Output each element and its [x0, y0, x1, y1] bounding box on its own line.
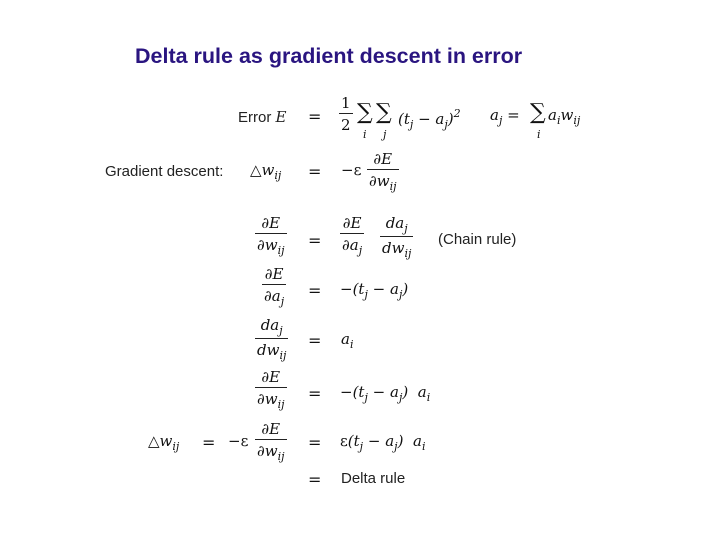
term-sub: j — [409, 118, 414, 131]
activation-name: a — [490, 106, 499, 124]
slide-title: Delta rule as gradient descent in error — [135, 44, 523, 68]
numerator-dE: ∂E — [261, 214, 281, 232]
input-name: a — [412, 432, 422, 450]
negative-error-term — [340, 282, 408, 300]
delta-rule-label: Delta rule — [341, 470, 406, 487]
term-open: −(t — [340, 280, 365, 298]
d-a: da — [385, 214, 405, 232]
equals-sign: = — [308, 384, 322, 403]
equals-sign: = — [202, 433, 216, 452]
equals-sign: = — [308, 231, 322, 250]
chain-rule-note: (Chain rule) — [438, 231, 517, 248]
weight-sub: ij — [573, 114, 581, 127]
denominator-dwij — [255, 387, 287, 411]
inline-equals: = — [502, 106, 520, 124]
equals-sign: = — [308, 331, 322, 350]
denominator-dwij — [380, 236, 413, 260]
numerator-daj — [259, 316, 285, 338]
partial-a: ∂a — [342, 236, 359, 254]
error-label — [238, 108, 286, 126]
weight-sub: ij — [389, 180, 397, 193]
denominator-daj — [340, 233, 364, 257]
activation-sub: j — [498, 114, 503, 127]
squared-error-expression — [398, 108, 461, 130]
denominator-daj — [262, 284, 286, 308]
input-name: a — [417, 383, 427, 401]
term-sub: j — [364, 391, 368, 404]
term-mid: − a — [367, 280, 399, 298]
partial-w: ∂w — [257, 236, 278, 254]
term-power: 2 — [453, 107, 461, 120]
fraction-numerator: 1 — [341, 94, 351, 112]
delta-w-ij — [148, 434, 179, 452]
input-ai — [341, 332, 353, 350]
equals-sign: = — [308, 162, 322, 181]
sum-index-j: j — [383, 128, 387, 141]
term-open: −(t — [340, 383, 365, 401]
input-name: a — [548, 106, 557, 124]
equals-sign: = — [308, 281, 322, 300]
fraction-denominator: 2 — [339, 113, 353, 134]
d-a: da — [260, 316, 280, 334]
term-close: ) — [447, 110, 454, 128]
weight-name: w — [159, 432, 173, 450]
denominator-dwij — [367, 169, 399, 193]
activation-sub: j — [358, 244, 363, 257]
denominator-dwij — [255, 338, 288, 362]
term-close: ) — [402, 383, 409, 401]
partial-w: ∂w — [369, 172, 390, 190]
activation-sub: j — [280, 295, 285, 308]
term-sub: j — [359, 440, 364, 453]
equals-sign: = — [308, 433, 322, 452]
input-sub: i — [556, 114, 561, 127]
error-variable: E — [275, 108, 287, 126]
d-w: dw — [382, 239, 405, 258]
term-sub: j — [444, 118, 448, 131]
sum-over-j: ∑ — [376, 100, 392, 125]
input-sub: i — [349, 338, 354, 351]
equals-sign: = — [308, 107, 322, 126]
sum-over-i: ∑ — [357, 100, 373, 125]
numerator-daj — [384, 214, 410, 236]
partial-w: ∂w — [257, 390, 278, 408]
fraction-dE-dwij — [367, 150, 399, 193]
activation-sub: j — [404, 222, 408, 235]
numerator-dE: ∂E — [261, 420, 281, 438]
numerator-dE: ∂E — [342, 214, 362, 232]
weight-name: w — [261, 161, 275, 179]
sum-index-i: i — [363, 128, 367, 141]
weight-sub: ij — [277, 398, 285, 411]
weight-sub: ij — [277, 450, 285, 463]
term-mid: − a — [363, 432, 395, 450]
d-w: dw — [257, 341, 280, 360]
term-sub: j — [364, 288, 368, 301]
term-mid: − a — [367, 383, 399, 401]
fraction-dE-dwij — [255, 214, 287, 257]
weight-sub: ij — [274, 169, 282, 182]
denominator-dwij — [255, 439, 287, 463]
error-label-text: Error — [238, 109, 276, 126]
delta-triangle: △ — [250, 161, 262, 179]
delta-w-ij — [250, 163, 281, 181]
gradient-descent-label: Gradient descent: — [105, 163, 224, 180]
sum-over-i-activation: ∑ — [530, 100, 546, 125]
activation-definition-lhs — [490, 108, 520, 126]
gradient-result — [340, 385, 430, 403]
term-sub: j — [398, 288, 403, 301]
delta-rule-result — [340, 434, 425, 452]
fraction-dE-dwij — [255, 368, 287, 411]
equals-sign: = — [308, 470, 322, 489]
input-name: a — [341, 330, 350, 348]
weight-sub: ij — [279, 349, 287, 363]
input-sub: i — [421, 440, 426, 453]
partial-a: ∂a — [264, 287, 281, 305]
term-close: ) — [402, 280, 409, 298]
fraction-dE-daj — [262, 265, 286, 308]
numerator-dE: ∂E — [261, 368, 281, 386]
term-sub: j — [398, 391, 403, 404]
activation-sub: j — [279, 324, 283, 337]
weighted-input — [548, 108, 580, 126]
term-mid: − a — [413, 110, 445, 128]
numerator-dE: ∂E — [373, 150, 393, 168]
term-open: (t — [347, 432, 360, 450]
term-close: ) — [397, 432, 404, 450]
weight-sub: ij — [404, 247, 412, 261]
weight-sub: ij — [172, 440, 180, 453]
fraction-daj-dwij — [255, 316, 288, 362]
weight-sub: ij — [277, 244, 285, 257]
neg-epsilon: −ε — [228, 432, 249, 450]
numerator-dE: ∂E — [264, 265, 284, 283]
fraction-dE-daj — [340, 214, 364, 257]
partial-w: ∂w — [257, 442, 278, 460]
fraction-one-half — [339, 94, 353, 134]
term-open: (t — [398, 110, 410, 128]
input-sub: i — [426, 391, 431, 404]
activation-sum-index: i — [537, 128, 541, 141]
weight-name: w — [560, 106, 574, 124]
epsilon: ε — [340, 432, 348, 450]
denominator-dwij — [255, 233, 287, 257]
fraction-daj-dwij — [380, 214, 413, 260]
delta-triangle: △ — [148, 432, 160, 450]
term-sub: j — [394, 440, 398, 453]
fraction-dE-dwij — [255, 420, 287, 463]
neg-epsilon: −ε — [341, 161, 362, 179]
